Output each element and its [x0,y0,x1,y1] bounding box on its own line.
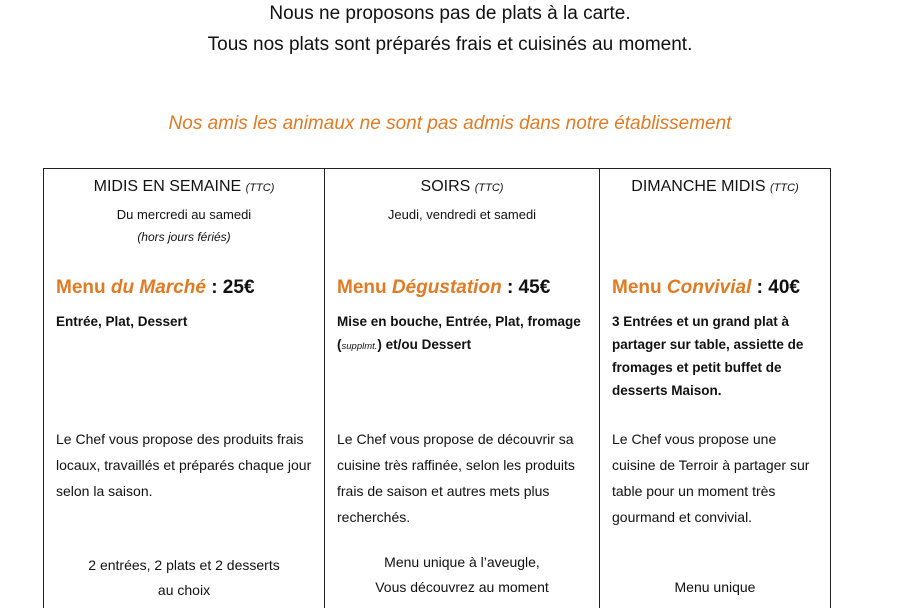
menu-price: : 25€ [205,277,255,298]
column-days-note: (hors jours fériés) [137,230,231,244]
column-days: Jeudi, vendredi et samedi [387,207,537,222]
menu-footer-2: au choix [157,582,211,598]
menu-name [612,277,824,299]
menu-footer-2: Vous découvrez au moment [375,579,549,595]
menu-name [56,277,318,299]
column-days: Du mercredi au samedi [116,207,252,222]
column-title-text: MIDIS EN SEMAINE [93,178,242,195]
menu-name-label: Menu Dégustation [337,277,502,298]
menu-description: Le Chef vous propose des produits frais locaux, travaillés et préparés chaque jour selon la saison. [56,431,312,499]
intro-line-1: Nous ne proposons pas de plats à la carte. [269,3,631,24]
column-title-text: DIMANCHE MIDIS [631,178,766,195]
menu-description: Le Chef vous propose de découvrir sa cuisine très raffinée, selon les produits frais de saison et autres mets plus recherchés. [337,431,575,525]
animals-notice: Nos amis les animaux ne sont pas admis dans notre établissement [168,113,732,134]
menu-name-label: Menu du Marché [56,277,206,298]
column-dimanche-midis [600,169,830,608]
column-title [44,178,324,196]
menu-name-label: Menu Convivial [612,277,752,298]
menu-footer-1: 2 entrées, 2 plats et 2 desserts [88,557,280,573]
menu-price: : 45€ [501,277,551,298]
ttc-label: (TTC) [245,182,275,194]
column-midis-semaine [44,169,325,608]
menu-contents: 3 Entrées et un grand plat à partager sur table, assiette de fromages et petit buffet de desserts Maison. [612,314,804,398]
ttc-label: (TTC) [474,182,504,194]
column-soirs [325,169,600,608]
intro-line-2: Tous nos plats sont préparés frais et cuisinés au moment. [207,34,693,55]
column-title [600,178,830,196]
menu-contents: Mise en bouche, Entrée, Plat, fromage (supplmt.) et/ou Dessert [337,314,581,352]
ttc-label: (TTC) [769,182,799,194]
menu-name [337,277,593,299]
menu-footer-1: Menu unique [674,579,756,595]
menu-description: Le Chef vous propose une cuisine de Terroir à partager sur table pour un moment très gourmand et convivial. [612,431,810,525]
menu-contents: Entrée, Plat, Dessert [56,314,188,329]
column-title-text: SOIRS [420,178,471,195]
menu-table [43,168,831,608]
column-title [325,178,599,196]
menu-price: : 40€ [751,277,800,298]
menu-footer-1: Menu unique à l’aveugle, [384,554,540,570]
